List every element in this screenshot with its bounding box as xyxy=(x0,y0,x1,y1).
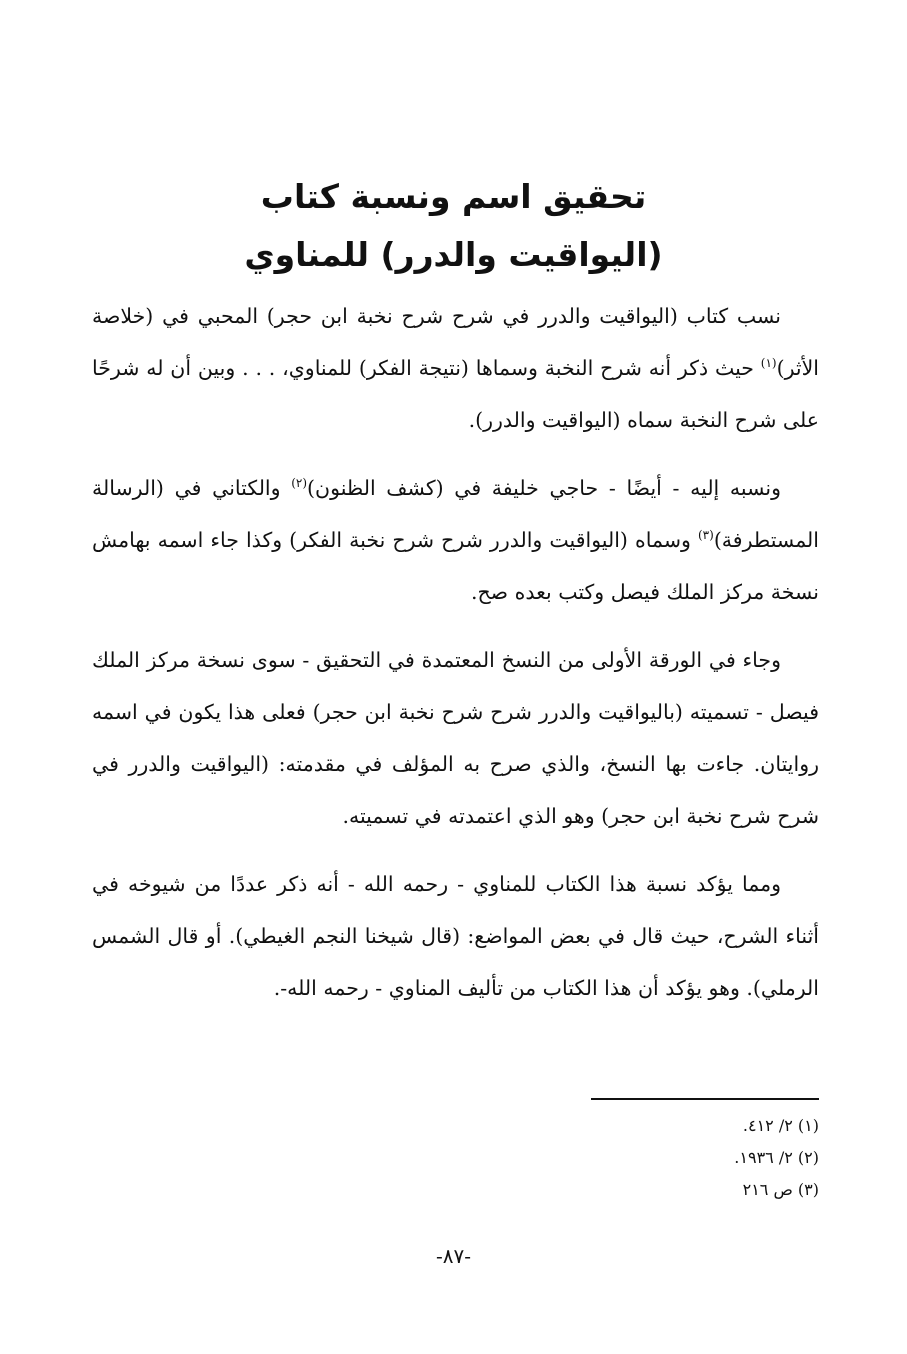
paragraph-text: ونسبه إليه - أيضًا - حاجي خليفة في (كشف الظنون) xyxy=(307,476,782,500)
paragraph xyxy=(92,462,819,618)
footnote-reference: (٣) xyxy=(697,528,714,543)
footnote: (١) ٢/ ٤١٢. xyxy=(742,1116,819,1135)
page-title xyxy=(0,168,907,284)
footnote-reference: (٢) xyxy=(291,476,308,491)
footnote: (٢) ٢/ ١٩٣٦. xyxy=(734,1148,819,1167)
paragraph-text: نسب كتاب (اليواقيت والدرر في شرح شرح نخبة ابن حجر) المحبي في (خلاصة الأثر) xyxy=(92,304,819,380)
paragraph xyxy=(92,290,819,446)
paragraph-text: وسماه (اليواقيت والدرر شرح شرح نخبة الفكر) وكذا جاء اسمه بهامش نسخة مركز الملك فيصل وكتب بعده صح. xyxy=(92,528,819,604)
paragraph xyxy=(92,858,819,1014)
page-number: -٨٧- xyxy=(435,1244,471,1268)
paragraph xyxy=(92,634,819,842)
paragraph-text: وجاء في الورقة الأولى من النسخ المعتمدة في التحقيق - سوى نسخة مركز الملك فيصل - تسميته (باليواقيت والدرر شرح شرح نخبة ابن حجر) فعلى هذا يكون في اسمه روايتان. جاءت بها النسخ، والذي صرح به المؤلف في مقدمته: (اليواقيت والدرر في شرح شرح نخبة ابن حجر) وهو الذي اعتمدته في تسميته. xyxy=(92,648,819,828)
title-line-2: (اليواقيت والدرر) للمناوي xyxy=(244,235,663,274)
footnotes xyxy=(419,1110,819,1206)
title-line-1: تحقيق اسم ونسبة كتاب xyxy=(260,177,647,216)
paragraph-text: ومما يؤكد نسبة هذا الكتاب للمناوي - رحمه الله - أنه ذكر عددًا من شيوخه في أثناء الشرح، حيث قال في بعض المواضع: (قال شيخنا النجم الغيطي). أو قال الشمس الرملي). وهو يؤكد أن هذا الكتاب من تأليف المناوي - رحمه الله-. xyxy=(92,872,819,1000)
paragraph-text: حيث ذكر أنه شرح النخبة وسماها (نتيجة الفكر) للمناوي، . . . وبين أن له شرحًا على شرح النخبة سماه (اليواقيت والدرر). xyxy=(92,356,819,432)
footnote: (٣) ص ٢١٦ xyxy=(742,1180,819,1199)
footnote-reference: (١) xyxy=(760,356,777,371)
footnote-divider xyxy=(591,1098,819,1100)
body-text xyxy=(92,290,819,1030)
paragraph-text: والكتاني في (الرسالة المستطرفة) xyxy=(92,476,819,552)
